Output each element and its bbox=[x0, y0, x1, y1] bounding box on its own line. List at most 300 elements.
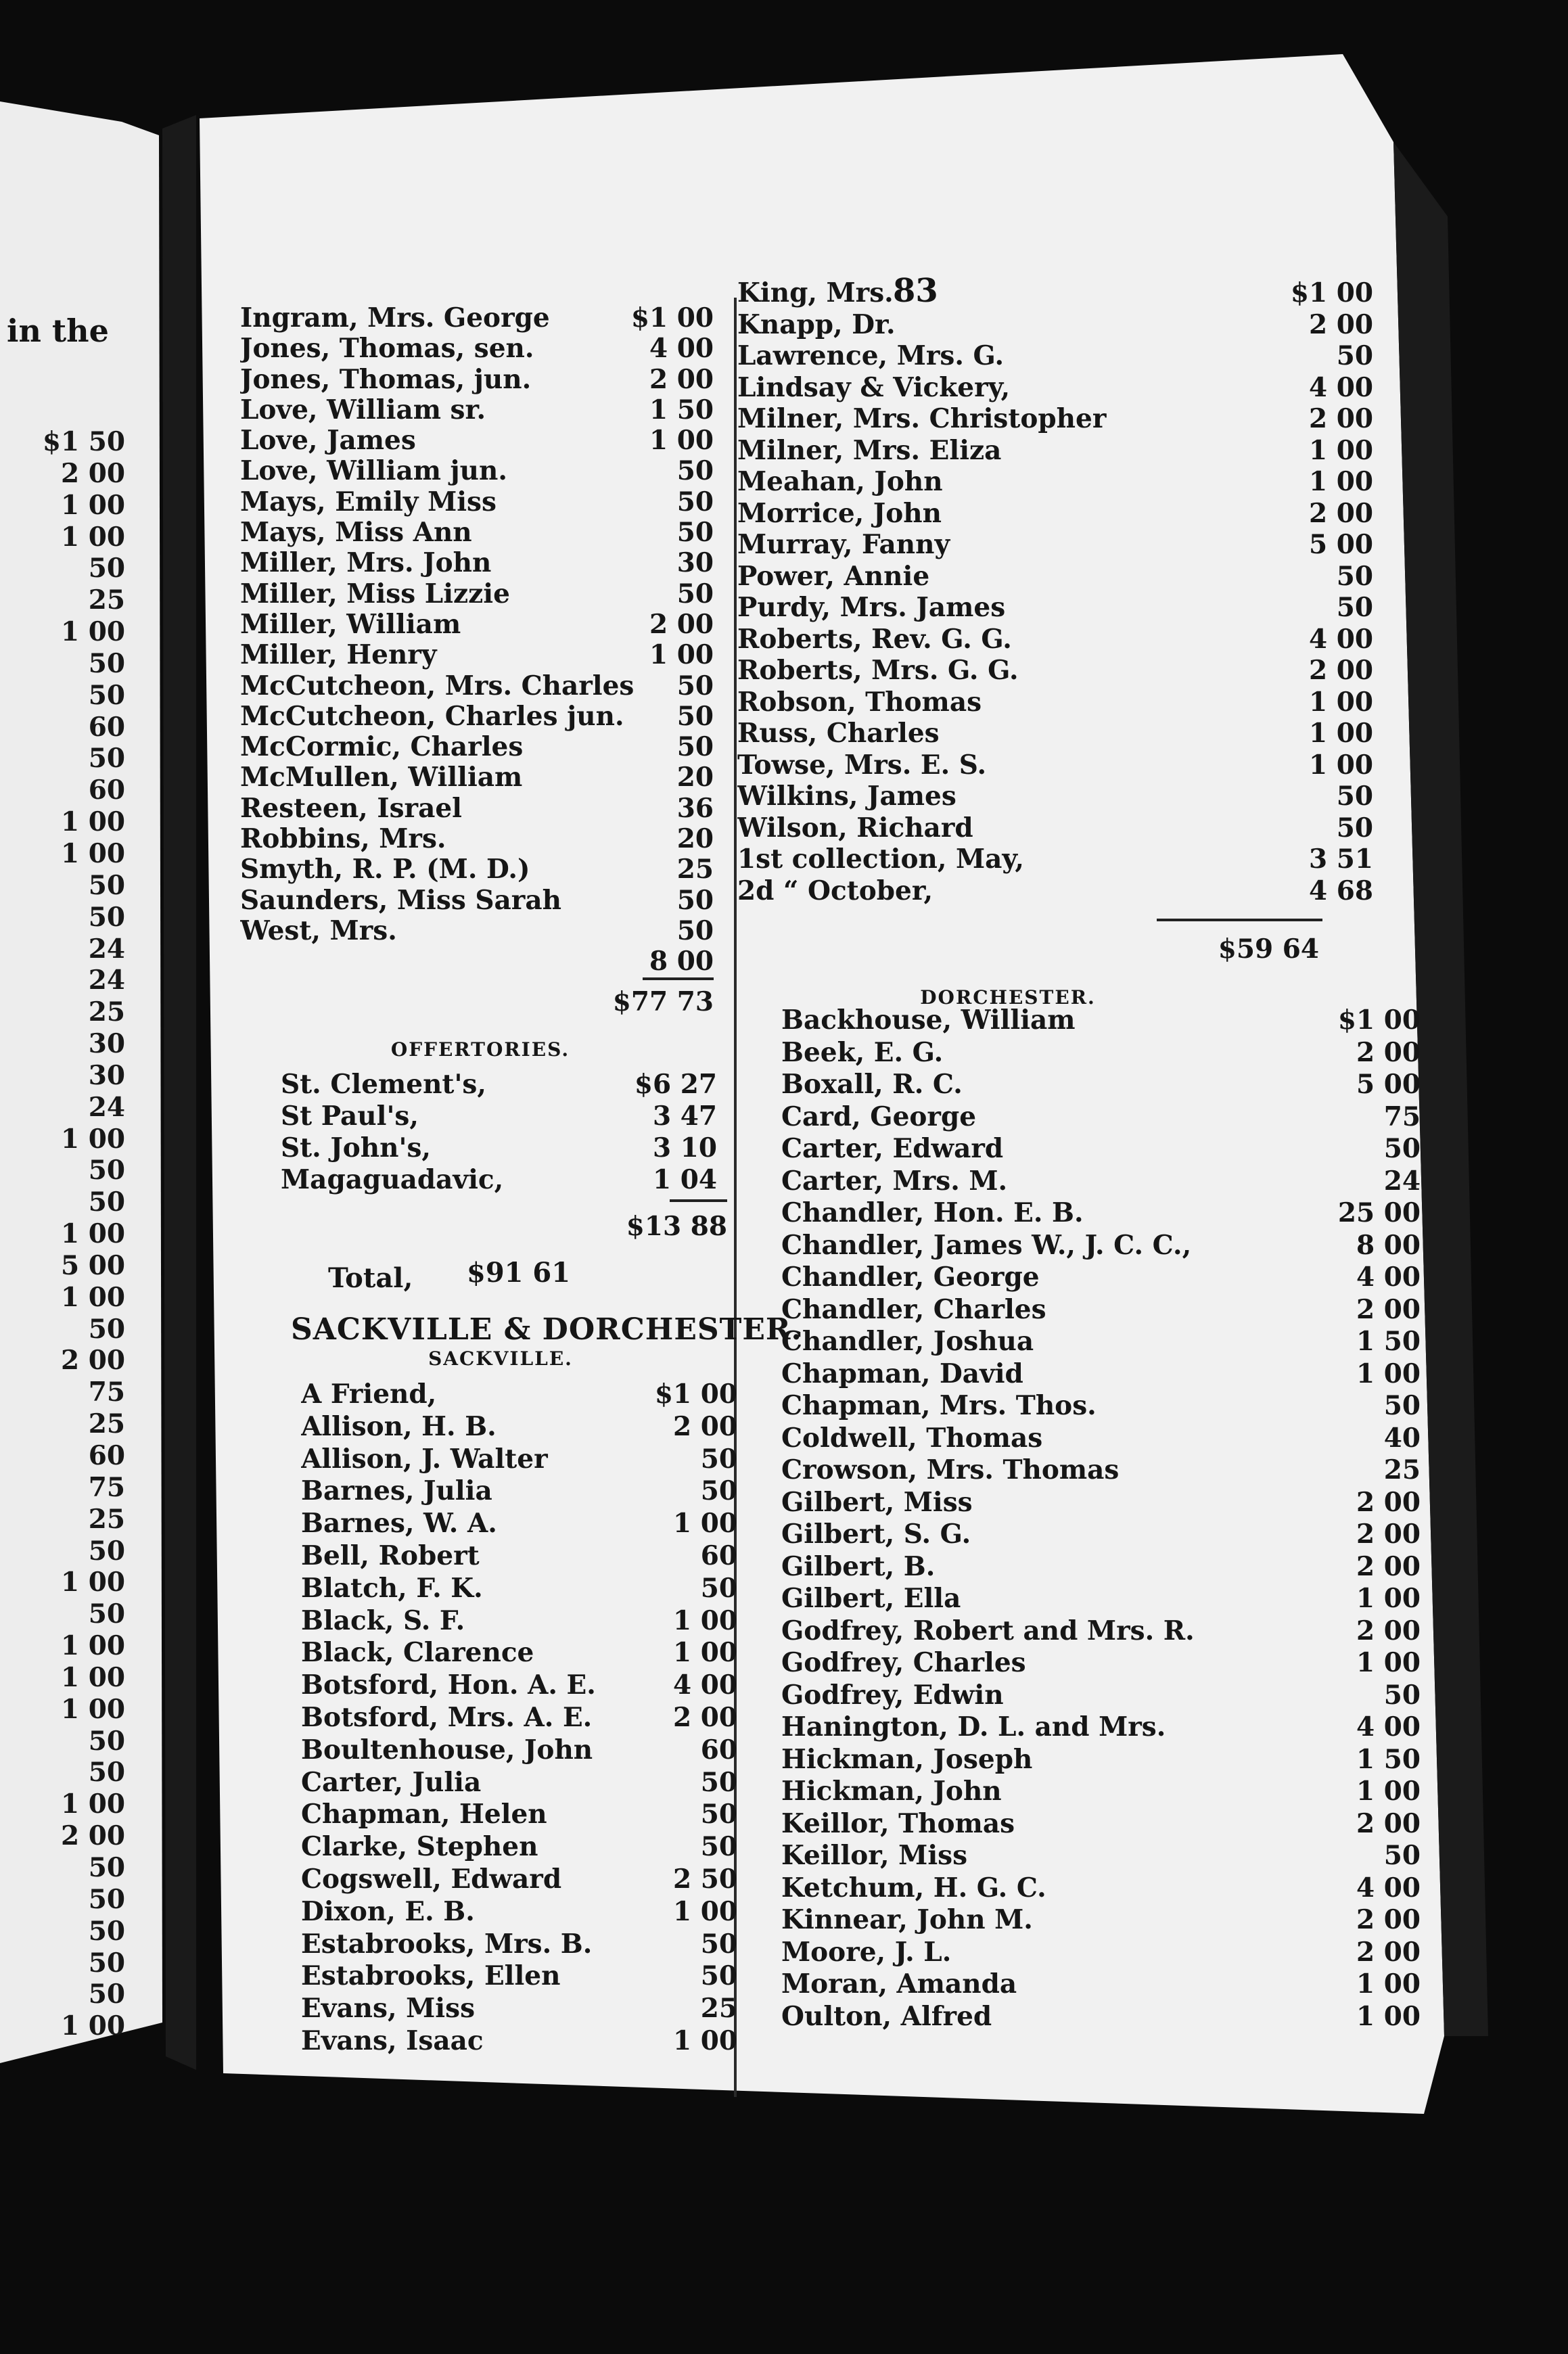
donor-name: Meahan, John bbox=[737, 466, 943, 497]
donor-row bbox=[240, 517, 714, 548]
donor-row bbox=[781, 1711, 1421, 1744]
donation-amount: 4 00 bbox=[1309, 623, 1373, 655]
donor-row bbox=[301, 1573, 737, 1605]
donation-amount: 1 00 bbox=[673, 1605, 737, 1636]
donor-name: Evans, Miss bbox=[301, 1993, 476, 2025]
donor-row bbox=[240, 701, 714, 732]
donor-row bbox=[301, 1508, 737, 1540]
donor-row bbox=[781, 1197, 1421, 1230]
donor-row bbox=[737, 561, 1373, 593]
donation-amount: 1 00 bbox=[1309, 718, 1373, 749]
left-page-amount: 24 bbox=[88, 965, 125, 996]
grand-total-value: $91 61 bbox=[467, 1257, 571, 1289]
donation-amount: 50 bbox=[1383, 1679, 1421, 1711]
donation-amount: 1 00 bbox=[1356, 1776, 1421, 1807]
donor-name: Robbins, Mrs. bbox=[240, 824, 446, 855]
left-page-amount: 1 00 bbox=[61, 1661, 125, 1693]
offertories-heading: OFFERTORIES. bbox=[390, 1038, 570, 1061]
left-page-amount: 50 bbox=[88, 1947, 125, 1979]
donor-name: Allison, H. B. bbox=[301, 1410, 497, 1442]
donation-amount: 40 bbox=[1383, 1422, 1421, 1454]
left-page-amount: 50 bbox=[88, 1313, 125, 1345]
left-page-amount: 50 bbox=[88, 679, 125, 711]
donor-name: Boultenhouse, John bbox=[301, 1734, 593, 1766]
donation-amount: 1 00 bbox=[673, 1895, 737, 1927]
donation-amount: 50 bbox=[1336, 592, 1373, 623]
donor-row bbox=[781, 1487, 1421, 1519]
donor-name: McCormic, Charles bbox=[240, 732, 524, 763]
left-page-amount: 1 00 bbox=[61, 1218, 125, 1250]
donor-row bbox=[781, 1069, 1421, 1101]
donor-row bbox=[301, 1411, 737, 1444]
donor-row bbox=[781, 1454, 1421, 1487]
donation-amount: 50 bbox=[1336, 560, 1373, 592]
dorchester-donor-list bbox=[781, 1005, 1421, 2033]
donation-amount: 2 00 bbox=[1309, 308, 1373, 340]
donor-row bbox=[737, 309, 1373, 341]
donor-row bbox=[240, 579, 714, 609]
donor-row bbox=[737, 592, 1373, 624]
donation-amount: 50 bbox=[676, 700, 714, 732]
donor-row bbox=[781, 1615, 1421, 1648]
left-page-amount: 60 bbox=[88, 775, 125, 806]
left-page-amount: 1 00 bbox=[61, 2010, 125, 2042]
donation-amount: 50 bbox=[1336, 340, 1373, 371]
donor-row bbox=[240, 946, 714, 977]
left-page-amount: 25 bbox=[88, 996, 125, 1028]
donor-row bbox=[737, 687, 1373, 718]
donor-row bbox=[240, 548, 714, 578]
donor-row bbox=[781, 1680, 1421, 1712]
donor-row bbox=[737, 340, 1373, 372]
donor-name: Towse, Mrs. E. S. bbox=[737, 749, 987, 781]
left-page-amount: 50 bbox=[88, 1757, 125, 1788]
donation-amount: 4 00 bbox=[1356, 1262, 1421, 1293]
donor-row bbox=[240, 916, 714, 946]
donor-row bbox=[281, 1132, 717, 1164]
donor-row bbox=[240, 365, 714, 395]
donor-name: Lawrence, Mrs. G. bbox=[737, 340, 1005, 371]
donor-row bbox=[781, 1808, 1421, 1841]
donor-row bbox=[281, 1164, 717, 1196]
donation-amount: 25 bbox=[700, 1993, 737, 2025]
donation-amount: 50 bbox=[676, 884, 714, 916]
document-page bbox=[196, 54, 1421, 2131]
donor-row bbox=[301, 1799, 737, 1831]
donation-amount: 8 00 bbox=[649, 946, 714, 977]
donation-amount: 1 50 bbox=[1356, 1743, 1421, 1775]
left-page-amount: 24 bbox=[88, 1091, 125, 1123]
donation-amount: 2 00 bbox=[1309, 497, 1373, 529]
left-page-amount-column bbox=[0, 426, 125, 2042]
donor-name: Crowson, Mrs. Thomas bbox=[781, 1454, 1120, 1485]
donor-row bbox=[737, 498, 1373, 530]
donor-row bbox=[301, 1540, 737, 1573]
donation-amount: 50 bbox=[700, 1443, 737, 1475]
donor-row bbox=[301, 1831, 737, 1864]
donation-amount: 2 00 bbox=[1356, 1519, 1421, 1550]
donor-row bbox=[281, 1101, 717, 1132]
donation-amount: 2 00 bbox=[1309, 655, 1373, 686]
donor-name: Ingram, Mrs. George bbox=[240, 303, 550, 333]
donation-amount: 2 00 bbox=[1356, 1550, 1421, 1582]
donor-name: Chandler, Hon. E. B. bbox=[781, 1197, 1084, 1228]
donor-name: Beek, E. G. bbox=[781, 1036, 944, 1068]
donation-amount: 5 00 bbox=[1309, 529, 1373, 560]
donor-name: Knapp, Dr. bbox=[737, 308, 896, 340]
left-page-amount: 60 bbox=[88, 711, 125, 743]
left-page-amount: 1 00 bbox=[61, 806, 125, 838]
donation-amount: 24 bbox=[1383, 1165, 1421, 1197]
donor-row bbox=[301, 2025, 737, 2058]
donation-amount: 8 00 bbox=[1356, 1229, 1421, 1261]
left-page-amount: 30 bbox=[88, 1028, 125, 1060]
donor-name: Milner, Mrs. Christopher bbox=[737, 403, 1107, 434]
left-page-amount: 25 bbox=[88, 1408, 125, 1440]
donor-name: Milner, Mrs. Eliza bbox=[737, 434, 1002, 466]
donation-amount: $1 00 bbox=[1290, 277, 1373, 308]
donor-row bbox=[301, 1637, 737, 1669]
left-page-amount: 50 bbox=[88, 1186, 125, 1218]
left-page-amount: 50 bbox=[88, 1598, 125, 1630]
donation-amount: 60 bbox=[700, 1540, 737, 1571]
donor-row bbox=[240, 762, 714, 793]
donor-row bbox=[301, 1702, 737, 1734]
donor-row bbox=[781, 1937, 1421, 1969]
left-page-amount: $1 50 bbox=[42, 426, 125, 457]
donor-row bbox=[781, 1519, 1421, 1551]
donor-row bbox=[301, 1864, 737, 1896]
left-page-amount: 50 bbox=[88, 1155, 125, 1186]
donor-name: Black, S. F. bbox=[301, 1605, 465, 1636]
donor-name: A Friend, bbox=[301, 1379, 437, 1410]
donor-name: West, Mrs. bbox=[240, 915, 397, 946]
offertories-rule bbox=[670, 1199, 727, 1202]
donor-row bbox=[240, 395, 714, 425]
left-page-amount: 50 bbox=[88, 1915, 125, 1947]
donation-amount: 50 bbox=[700, 1960, 737, 1992]
left-page-amount: 24 bbox=[88, 933, 125, 965]
donor-name: Allison, J. Walter bbox=[301, 1443, 548, 1475]
donor-name: Purdy, Mrs. James bbox=[737, 592, 1006, 623]
donation-amount: 2 00 bbox=[1356, 1036, 1421, 1068]
donor-row bbox=[301, 1475, 737, 1508]
donor-row bbox=[301, 1993, 737, 2025]
donation-amount: 50 bbox=[700, 1831, 737, 1863]
donation-amount: $1 00 bbox=[1337, 1005, 1421, 1036]
donation-amount: 50 bbox=[1336, 781, 1373, 812]
donor-row bbox=[737, 403, 1373, 435]
left-page-amount: 30 bbox=[88, 1059, 125, 1091]
donor-row bbox=[240, 303, 714, 333]
donor-name: Jones, Thomas, jun. bbox=[240, 364, 532, 395]
left-page-amount: 1 00 bbox=[61, 489, 125, 521]
donation-amount: 1 00 bbox=[1309, 749, 1373, 781]
sackville-donor-list bbox=[301, 1379, 737, 2058]
donor-name: Blatch, F. K. bbox=[301, 1572, 483, 1604]
donor-name: Chandler, George bbox=[781, 1262, 1040, 1293]
donor-name: Botsford, Hon. A. E. bbox=[301, 1669, 596, 1701]
donor-name: Backhouse, William bbox=[781, 1005, 1076, 1036]
donor-row bbox=[737, 435, 1373, 467]
donor-name: Botsford, Mrs. A. E. bbox=[301, 1701, 593, 1733]
donor-row bbox=[301, 1605, 737, 1638]
donor-name: Barnes, Julia bbox=[301, 1475, 492, 1507]
donation-amount: 20 bbox=[676, 762, 714, 793]
donor-row bbox=[240, 793, 714, 824]
left-page-amount: 75 bbox=[88, 1377, 125, 1408]
donation-amount: 50 bbox=[700, 1766, 737, 1798]
donor-row bbox=[737, 844, 1373, 875]
donation-amount: 50 bbox=[676, 455, 714, 487]
donor-name: Chandler, James W., J. C. C., bbox=[781, 1229, 1192, 1261]
col2-donor-list bbox=[737, 277, 1373, 906]
donation-amount: 25 bbox=[1383, 1454, 1421, 1485]
donor-name: Clarke, Stephen bbox=[301, 1831, 538, 1863]
left-page-amount: 1 00 bbox=[61, 1788, 125, 1820]
donation-amount: 50 bbox=[676, 915, 714, 946]
donor-name: 1st collection, May, bbox=[737, 844, 1024, 875]
donor-row bbox=[737, 718, 1373, 749]
offertories-list bbox=[281, 1069, 717, 1196]
donor-name: Roberts, Mrs. G. G. bbox=[737, 655, 1019, 686]
donor-name: Barnes, W. A. bbox=[301, 1508, 497, 1540]
donor-name: Robson, Thomas bbox=[737, 686, 982, 718]
donor-name: Love, William sr. bbox=[240, 394, 486, 425]
left-page-amount: 1 00 bbox=[61, 1567, 125, 1598]
donor-name: Gilbert, S. G. bbox=[781, 1519, 971, 1550]
donation-amount: 4 00 bbox=[1309, 371, 1373, 403]
donor-name: St. Clement's, bbox=[281, 1069, 486, 1100]
donor-name: Hanington, D. L. and Mrs. bbox=[781, 1711, 1166, 1743]
left-page-amount: 25 bbox=[88, 584, 125, 616]
left-page-amount: 50 bbox=[88, 901, 125, 933]
donor-row bbox=[781, 1037, 1421, 1069]
donation-amount: 4 00 bbox=[1356, 1711, 1421, 1743]
donation-amount: 3 10 bbox=[653, 1132, 717, 1163]
donor-name: McCutcheon, Charles jun. bbox=[240, 701, 624, 732]
donor-name: Power, Annie bbox=[737, 560, 930, 592]
donor-row bbox=[781, 1744, 1421, 1776]
donation-amount: 1 00 bbox=[673, 1508, 737, 1540]
donation-amount: 1 00 bbox=[1356, 1647, 1421, 1678]
donor-name: Chapman, David bbox=[781, 1358, 1023, 1389]
donor-row bbox=[781, 1872, 1421, 1905]
donor-name: Carter, Mrs. M. bbox=[781, 1165, 1008, 1197]
donor-row bbox=[781, 1390, 1421, 1423]
donor-name: Carter, Edward bbox=[781, 1133, 1004, 1164]
donor-row bbox=[737, 749, 1373, 781]
donor-name: Smyth, R. P. (M. D.) bbox=[240, 854, 530, 885]
left-page-amount: 50 bbox=[88, 1535, 125, 1567]
donation-amount: 3 47 bbox=[653, 1101, 717, 1132]
donor-name: Gilbert, Miss bbox=[781, 1486, 973, 1518]
donor-row bbox=[240, 487, 714, 517]
left-page-amount: 60 bbox=[88, 1440, 125, 1471]
donation-amount: 1 50 bbox=[649, 394, 714, 425]
donation-amount: $6 27 bbox=[634, 1069, 717, 1100]
donation-amount: 50 bbox=[1383, 1840, 1421, 1871]
left-page-amount: 75 bbox=[88, 1471, 125, 1503]
donor-row bbox=[301, 1767, 737, 1799]
donor-name: Hickman, Joseph bbox=[781, 1743, 1033, 1775]
donation-amount: 50 bbox=[700, 1572, 737, 1604]
donor-row bbox=[240, 824, 714, 854]
left-page-amount: 2 00 bbox=[61, 1345, 125, 1377]
donor-name: Carter, Julia bbox=[301, 1766, 482, 1798]
donor-row bbox=[781, 1326, 1421, 1358]
donor-name: Morrice, John bbox=[737, 497, 942, 529]
donation-amount: 1 00 bbox=[649, 425, 714, 457]
donor-row bbox=[781, 1776, 1421, 1808]
donor-name: Gilbert, B. bbox=[781, 1550, 936, 1582]
donor-name: Godfrey, Charles bbox=[781, 1647, 1026, 1678]
donation-amount: 50 bbox=[1383, 1390, 1421, 1421]
donor-name: Estabrooks, Mrs. B. bbox=[301, 1928, 593, 1960]
donation-amount: 50 bbox=[676, 486, 714, 517]
donor-name: Chapman, Helen bbox=[301, 1799, 547, 1830]
grand-total-label: Total, bbox=[328, 1262, 413, 1294]
donor-row bbox=[301, 1734, 737, 1767]
donor-row bbox=[240, 885, 714, 916]
donor-name: Lindsay & Vickery, bbox=[737, 371, 1011, 403]
left-page-amount: 1 00 bbox=[61, 616, 125, 648]
donation-amount: 1 00 bbox=[1356, 1583, 1421, 1614]
left-page-amount: 25 bbox=[88, 1503, 125, 1535]
donor-row bbox=[737, 529, 1373, 561]
donor-row bbox=[240, 609, 714, 640]
donor-name: St. John's, bbox=[281, 1132, 431, 1163]
left-page-heading-fragment: in the bbox=[7, 313, 109, 349]
col1-subtotal-rule bbox=[643, 977, 714, 980]
donation-amount: 2 00 bbox=[1356, 1293, 1421, 1325]
donation-amount: 4 68 bbox=[1309, 875, 1373, 906]
donation-amount: 5 00 bbox=[1356, 1069, 1421, 1100]
left-page-amount: 50 bbox=[88, 869, 125, 901]
left-page-amount: 1 00 bbox=[61, 837, 125, 869]
left-page-amount: 2 00 bbox=[61, 1820, 125, 1852]
donor-name: Keillor, Miss bbox=[781, 1840, 968, 1871]
left-page-amount: 2 00 bbox=[61, 457, 125, 489]
donation-amount: 50 bbox=[676, 517, 714, 549]
donation-amount: 50 bbox=[700, 1799, 737, 1830]
donor-row bbox=[737, 812, 1373, 844]
donor-name: Chandler, Joshua bbox=[781, 1326, 1034, 1357]
donor-row bbox=[781, 1005, 1421, 1037]
left-page-amount: 50 bbox=[88, 553, 125, 584]
donation-amount: 1 50 bbox=[1356, 1326, 1421, 1357]
donor-name: 2d “ October, bbox=[737, 875, 933, 906]
donation-amount: 50 bbox=[676, 670, 714, 701]
donation-amount: 25 00 bbox=[1337, 1197, 1421, 1228]
donor-name: St Paul's, bbox=[281, 1101, 419, 1132]
donation-amount: 2 00 bbox=[649, 363, 714, 395]
donor-name: Oulton, Alfred bbox=[781, 2000, 992, 2032]
donor-name: Chandler, Charles bbox=[781, 1293, 1046, 1325]
donor-row bbox=[781, 1358, 1421, 1391]
left-page-amount: 1 00 bbox=[61, 1281, 125, 1313]
donor-name: Hickman, John bbox=[781, 1776, 1002, 1807]
donor-row bbox=[781, 1423, 1421, 1455]
donor-name: Godfrey, Edwin bbox=[781, 1679, 1004, 1711]
donation-amount: 50 bbox=[700, 1475, 737, 1507]
donor-name: Kinnear, John M. bbox=[781, 1904, 1033, 1935]
donor-name: Godfrey, Robert and Mrs. R. bbox=[781, 1615, 1195, 1646]
donor-name: Miller, Mrs. John bbox=[240, 548, 492, 579]
donation-amount: 3 51 bbox=[1309, 844, 1373, 875]
donor-row bbox=[240, 640, 714, 670]
donor-name: Bell, Robert bbox=[301, 1540, 480, 1571]
donation-amount: 30 bbox=[676, 547, 714, 579]
donation-amount: 50 bbox=[676, 578, 714, 609]
donation-amount: 75 bbox=[1383, 1101, 1421, 1132]
donation-amount: 2 00 bbox=[1356, 1807, 1421, 1839]
donation-amount: 36 bbox=[676, 792, 714, 824]
donor-name: Saunders, Miss Sarah bbox=[240, 885, 561, 916]
left-page-amount: 1 00 bbox=[61, 521, 125, 553]
donor-name: Resteen, Israel bbox=[240, 793, 462, 824]
left-page-amount: 5 00 bbox=[61, 1249, 125, 1281]
donor-name: Moore, J. L. bbox=[781, 1936, 952, 1968]
donation-amount: 2 00 bbox=[1356, 1904, 1421, 1935]
donor-row bbox=[281, 1069, 717, 1101]
donor-row bbox=[781, 2001, 1421, 2033]
donor-row bbox=[737, 277, 1373, 309]
donor-name: Boxall, R. C. bbox=[781, 1069, 963, 1100]
left-page-amount: 1 00 bbox=[61, 1630, 125, 1662]
donor-row bbox=[737, 466, 1373, 498]
page-number: 83 bbox=[893, 272, 938, 310]
donor-row bbox=[301, 1960, 737, 1993]
donor-row bbox=[781, 1551, 1421, 1584]
donor-name: Roberts, Rev. G. G. bbox=[737, 623, 1012, 655]
donor-name: Miller, Henry bbox=[240, 640, 437, 671]
donation-amount: 2 00 bbox=[673, 1410, 737, 1442]
donation-amount: 20 bbox=[676, 823, 714, 855]
donation-amount: 1 00 bbox=[1309, 466, 1373, 497]
donor-name: Wilkins, James bbox=[737, 781, 956, 812]
donation-amount: 60 bbox=[700, 1734, 737, 1766]
donor-name: Chapman, Mrs. Thos. bbox=[781, 1390, 1097, 1421]
col1-donor-list bbox=[240, 303, 714, 977]
donor-row bbox=[737, 875, 1373, 907]
donor-row bbox=[781, 1101, 1421, 1134]
left-page-amount: 50 bbox=[88, 1883, 125, 1915]
donation-amount: 4 00 bbox=[649, 333, 714, 365]
col1-subtotal: $77 73 bbox=[612, 986, 714, 1017]
donor-row bbox=[301, 1444, 737, 1476]
donor-name: McCutcheon, Mrs. Charles bbox=[240, 670, 635, 701]
donor-row bbox=[240, 732, 714, 762]
donor-name: Wilson, Richard bbox=[737, 812, 973, 844]
donation-amount: 50 bbox=[700, 1928, 737, 1960]
donor-row bbox=[781, 1968, 1421, 2001]
donor-name: McMullen, William bbox=[240, 762, 523, 793]
left-page-amount: 50 bbox=[88, 1979, 125, 2010]
donation-amount: 2 00 bbox=[1356, 1936, 1421, 1968]
donor-name: Gilbert, Ella bbox=[781, 1583, 961, 1614]
donation-amount: 1 00 bbox=[1356, 1968, 1421, 2000]
offertories-subtotal: $13 88 bbox=[626, 1211, 727, 1242]
donation-amount: 4 00 bbox=[1356, 1872, 1421, 1903]
left-page-amount: 1 00 bbox=[61, 1693, 125, 1725]
donor-name: Black, Clarence bbox=[301, 1637, 534, 1669]
donor-row bbox=[781, 1647, 1421, 1680]
donor-name: Mays, Emily Miss bbox=[240, 486, 497, 517]
left-page-amount: 50 bbox=[88, 1851, 125, 1883]
donor-name: King, Mrs. bbox=[737, 277, 894, 308]
donor-row bbox=[781, 1166, 1421, 1198]
